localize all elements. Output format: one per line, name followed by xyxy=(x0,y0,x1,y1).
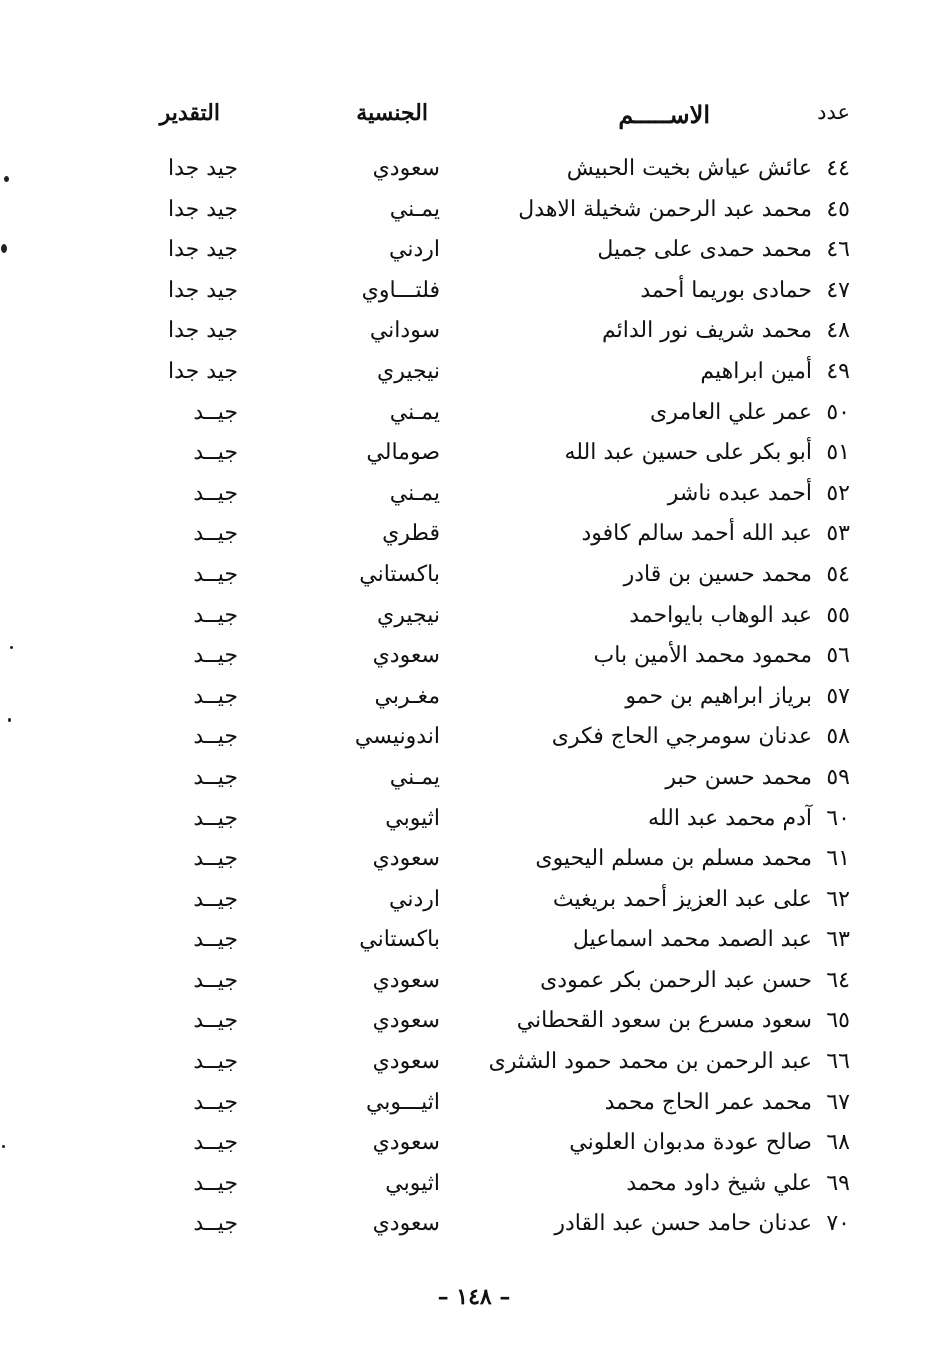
table-row xyxy=(0,1004,948,1045)
row-name: صالح عودة مدبوان العلوني xyxy=(569,1130,812,1156)
row-name: أبو بكر على حسين عبد الله xyxy=(564,440,812,466)
table-row xyxy=(0,233,948,274)
row-nationality: نيجيري xyxy=(377,358,440,384)
row-grade: جيــد xyxy=(193,1008,238,1034)
row-name: برياز ابراهيم بن حمو xyxy=(625,683,812,709)
row-name: سعود مسرع بن سعود القحطاني xyxy=(516,1008,812,1034)
row-number: ٦٥ xyxy=(826,1008,850,1034)
row-name: محمد مسلم بن مسلم اليحيوى xyxy=(535,846,812,872)
row-grade: جيــد xyxy=(193,1170,238,1196)
row-nationality: سعودي xyxy=(372,643,440,669)
row-number: ٤٩ xyxy=(826,358,850,384)
row-nationality: سعودي xyxy=(372,846,440,872)
row-grade: جيــد xyxy=(193,967,238,993)
table-row xyxy=(0,152,948,193)
row-name: محمد شريف نور الدائم xyxy=(601,318,812,344)
row-number: ٥٤ xyxy=(826,561,850,587)
row-name: علي شيخ داود محمد xyxy=(626,1170,812,1196)
table-row xyxy=(0,639,948,680)
row-number: ٦٧ xyxy=(826,1089,850,1115)
row-number: ٥٢ xyxy=(826,480,850,506)
row-name: أحمد عبده ناشر xyxy=(667,480,812,506)
row-grade: جيد جدا xyxy=(167,237,238,263)
table-row xyxy=(0,274,948,315)
row-name: عدنان سومرجي الحاج فكرى xyxy=(551,724,812,750)
row-nationality: يمـني xyxy=(389,764,440,790)
row-name: محمد عبد الرحمن شخيلة الاهدل xyxy=(518,196,812,222)
row-nationality: يمـني xyxy=(389,196,440,222)
row-nationality: سعودي xyxy=(372,156,440,181)
table-row xyxy=(0,1167,948,1208)
table-row xyxy=(0,680,948,721)
table-row xyxy=(0,1045,948,1086)
row-number: ٦٦ xyxy=(826,1049,850,1075)
scan-speck xyxy=(1,244,7,253)
row-grade: جيد جدا xyxy=(167,196,238,222)
table-row xyxy=(0,1126,948,1167)
scan-speck xyxy=(10,646,13,649)
row-name: آدم محمد عبد الله xyxy=(648,805,812,831)
row-nationality: باكستاني xyxy=(359,561,440,587)
row-number: ٤٦ xyxy=(826,237,850,263)
table-row xyxy=(0,436,948,477)
row-grade: جيــد xyxy=(193,724,238,750)
row-number: ٥١ xyxy=(826,440,850,466)
table-row xyxy=(0,923,948,964)
row-name: محمد حسين بن قادر xyxy=(623,561,812,587)
row-name: عائش عياش بخيت الحبيش xyxy=(566,156,812,181)
row-name: عبد الله أحمد سالم كافود xyxy=(581,521,812,547)
row-grade: جيد جدا xyxy=(167,277,238,303)
row-grade: جيــد xyxy=(193,1089,238,1115)
table-row xyxy=(0,802,948,843)
table-row xyxy=(0,964,948,1005)
row-grade: جيد جدا xyxy=(167,358,238,384)
row-name: حسن عبد الرحمن بكر عمودى xyxy=(540,967,812,993)
row-name: عدنان حامد حسن عبد القادر xyxy=(554,1211,812,1237)
row-name: محمد حمدى على جميل xyxy=(597,237,812,263)
page-number: – ١٤٨ – xyxy=(437,1284,511,1310)
row-number: ٦٢ xyxy=(826,886,850,912)
row-number: ٥٦ xyxy=(826,643,850,669)
row-number: ٤٨ xyxy=(826,318,850,344)
row-nationality: سعودي xyxy=(372,1008,440,1034)
table-row xyxy=(0,193,948,234)
row-nationality: سعودي xyxy=(372,1130,440,1156)
table-row xyxy=(0,761,948,802)
table-body xyxy=(0,152,948,1248)
row-grade: جيــد xyxy=(193,643,238,669)
header-nationality: الجنسية xyxy=(356,100,428,126)
table-row xyxy=(0,314,948,355)
row-name: على عبد العزيز أحمد بريغيث xyxy=(552,886,812,912)
scan-speck xyxy=(8,718,11,722)
row-number: ٤٥ xyxy=(826,196,850,222)
row-nationality: نيجيري xyxy=(377,602,440,628)
row-grade: جيــد xyxy=(193,440,238,466)
row-number: ٥٣ xyxy=(826,521,850,547)
row-grade: جيــد xyxy=(193,805,238,831)
row-grade: جيــد xyxy=(193,521,238,547)
row-name: عبد الصمد محمد اسماعيل xyxy=(572,927,812,953)
table-row xyxy=(0,1207,948,1248)
row-nationality: فلتـــاوي xyxy=(361,277,440,303)
row-nationality: قطري xyxy=(382,521,440,547)
row-number: ٦٠ xyxy=(826,805,850,831)
row-nationality: مغـربي xyxy=(374,683,440,709)
row-nationality: سوداني xyxy=(369,318,440,344)
row-name: عبد الوهاب بايواحمد xyxy=(629,602,812,628)
row-grade: جيــد xyxy=(193,1130,238,1156)
row-number: ٤٤ xyxy=(826,156,850,181)
table-header xyxy=(0,100,948,140)
row-number: ٦١ xyxy=(826,846,850,872)
table-row xyxy=(0,599,948,640)
header-name: الاســـــم xyxy=(618,100,710,129)
row-grade: جيــد xyxy=(193,480,238,506)
row-nationality: اردني xyxy=(389,237,440,263)
row-number: ٥٩ xyxy=(826,764,850,790)
scan-speck xyxy=(2,1145,5,1148)
row-nationality: يمـني xyxy=(389,399,440,425)
row-name: محمد حسن حبر xyxy=(665,764,812,790)
table-row xyxy=(0,558,948,599)
row-grade: جيــد xyxy=(193,602,238,628)
row-number: ٥٧ xyxy=(826,683,850,709)
row-nationality: سعودي xyxy=(372,1211,440,1237)
row-grade: جيد جدا xyxy=(167,156,238,181)
row-number: ٥٨ xyxy=(826,724,850,750)
row-name: أمين ابراهيم xyxy=(700,358,812,384)
row-name: عمر علي العامرى xyxy=(650,399,812,425)
row-grade: جيــد xyxy=(193,1049,238,1075)
row-number: ٦٨ xyxy=(826,1130,850,1156)
header-grade: التقدير xyxy=(159,100,220,126)
row-nationality: صومالي xyxy=(366,440,440,466)
header-number: عدد xyxy=(817,100,850,124)
table-row xyxy=(0,517,948,558)
row-nationality: باكستاني xyxy=(359,927,440,953)
row-name: محمود محمد الأمين باب xyxy=(593,643,812,669)
row-grade: جيــد xyxy=(193,1211,238,1237)
row-nationality: يمـني xyxy=(389,480,440,506)
row-grade: جيــد xyxy=(193,764,238,790)
row-name: محمد عمر الحاج محمد xyxy=(604,1089,812,1115)
table-row xyxy=(0,883,948,924)
row-name: حمادى بوريما أحمد xyxy=(640,277,812,303)
row-number: ٤٧ xyxy=(826,277,850,303)
row-grade: جيــد xyxy=(193,846,238,872)
table-row xyxy=(0,842,948,883)
row-grade: جيد جدا xyxy=(167,318,238,344)
scan-speck xyxy=(4,176,9,182)
row-nationality: سعودي xyxy=(372,1049,440,1075)
row-grade: جيــد xyxy=(193,886,238,912)
row-grade: جيــد xyxy=(193,683,238,709)
table-row xyxy=(0,355,948,396)
row-number: ٦٤ xyxy=(826,967,850,993)
row-nationality: اثيوبي xyxy=(385,1170,440,1196)
row-number: ٥٥ xyxy=(826,602,850,628)
row-nationality: اثيـــوبي xyxy=(365,1089,440,1115)
row-nationality: اثيوبي xyxy=(385,805,440,831)
row-nationality: اندونيسي xyxy=(354,724,440,750)
table-row xyxy=(0,1086,948,1127)
table-row xyxy=(0,396,948,437)
table-row xyxy=(0,720,948,761)
row-nationality: اردني xyxy=(389,886,440,912)
row-number: ٥٠ xyxy=(826,399,850,425)
row-number: ٦٣ xyxy=(826,927,850,953)
row-number: ٦٩ xyxy=(826,1170,850,1196)
table-row xyxy=(0,477,948,518)
row-name: عبد الرحمن بن محمد حمود الشثرى xyxy=(488,1049,812,1075)
row-grade: جيــد xyxy=(193,561,238,587)
row-nationality: سعودي xyxy=(372,967,440,993)
row-grade: جيــد xyxy=(193,399,238,425)
row-number: ٧٠ xyxy=(826,1211,850,1237)
row-grade: جيــد xyxy=(193,927,238,953)
